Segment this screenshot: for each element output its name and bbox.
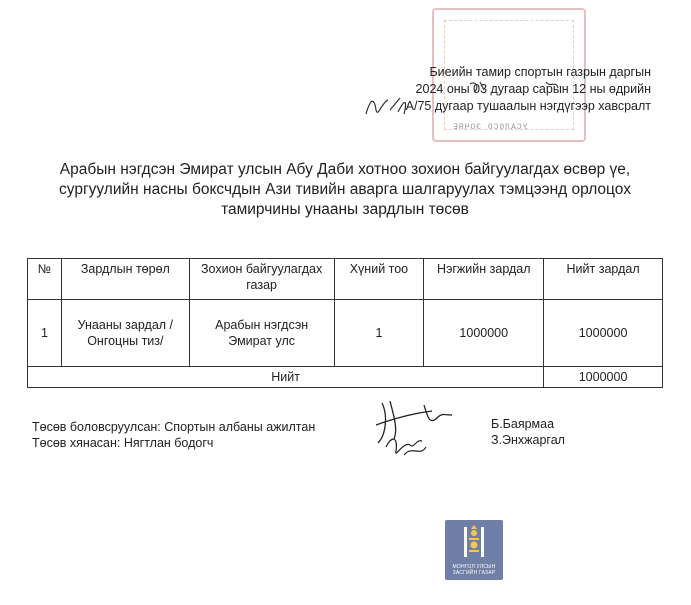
header-no: № bbox=[28, 259, 62, 300]
handwritten-signatures bbox=[368, 395, 478, 465]
stamp-mirrored-text: УСАЛ0СО ЭОЧЯЕ bbox=[452, 123, 528, 132]
soyombo-icon bbox=[461, 525, 487, 559]
emblem-caption-line-1: МОНГОЛ УЛСЫН bbox=[452, 564, 496, 570]
header-organizer-place: Зохион байгуулагдах газар bbox=[189, 259, 334, 300]
prepared-label: Төсөв боловсруулсан: bbox=[32, 420, 161, 434]
budget-table bbox=[27, 258, 663, 388]
cell-unit-cost: 1000000 bbox=[424, 300, 544, 367]
checked-by-line bbox=[32, 435, 213, 451]
header-unit-cost: Нэгжийн зардал bbox=[424, 259, 544, 300]
checked-role: Нягтлан бодогч bbox=[123, 436, 214, 450]
total-label: Нийт bbox=[28, 367, 544, 388]
table-row bbox=[28, 300, 663, 367]
government-emblem bbox=[445, 520, 503, 580]
cell-total-cost: 1000000 bbox=[544, 300, 663, 367]
checked-label: Төсөв хянасан: bbox=[32, 436, 121, 450]
checked-name: З.Энхжаргал bbox=[491, 433, 565, 447]
header-total-cost: Нийт зардал bbox=[544, 259, 663, 300]
handwritten-annotations bbox=[360, 80, 630, 125]
prepared-role: Спортын албаны ажилтан bbox=[164, 420, 316, 434]
cell-organizer-place: Арабын нэгдсэн Эмират улс bbox=[189, 300, 334, 367]
prepared-by-line bbox=[32, 419, 315, 435]
header-line-3: A/75 дугаар тушаалын нэгдүгээр хавсралт bbox=[405, 99, 651, 113]
title-line-2: сургуулийн насны боксчдын Ази тивийн аварга шалгаруулах тэмцээнд орлоцох bbox=[59, 181, 631, 198]
header-line-2: 2024 оны 03 дугаар сарын 12 ны өдрийн bbox=[415, 82, 651, 96]
cell-people-count: 1 bbox=[334, 300, 424, 367]
header-expense-type: Зардлын төрөл bbox=[61, 259, 189, 300]
total-value: 1000000 bbox=[544, 367, 663, 388]
table-header-row bbox=[28, 259, 663, 300]
cell-expense-type: Унааны зардал /Онгоцны тиз/ bbox=[61, 300, 189, 367]
prepared-name: Б.Баярмаа bbox=[491, 417, 555, 431]
title-line-1: Арабын нэгдсэн Эмират улсын Абу Даби хотноо зохион байгуулагдах өсвөр үе, bbox=[59, 161, 631, 178]
document-title bbox=[30, 160, 660, 220]
title-line-3: тамирчины унааны зардлын төсөв bbox=[221, 201, 469, 218]
header-line-1: Биеийн тамир спортын газрын даргын bbox=[429, 65, 651, 79]
table-total-row bbox=[28, 367, 663, 388]
header-people-count: Хүний тоо bbox=[334, 259, 424, 300]
emblem-caption-line-2: ЗАСГИЙН ГАЗАР bbox=[452, 570, 496, 576]
cell-no: 1 bbox=[28, 300, 62, 367]
